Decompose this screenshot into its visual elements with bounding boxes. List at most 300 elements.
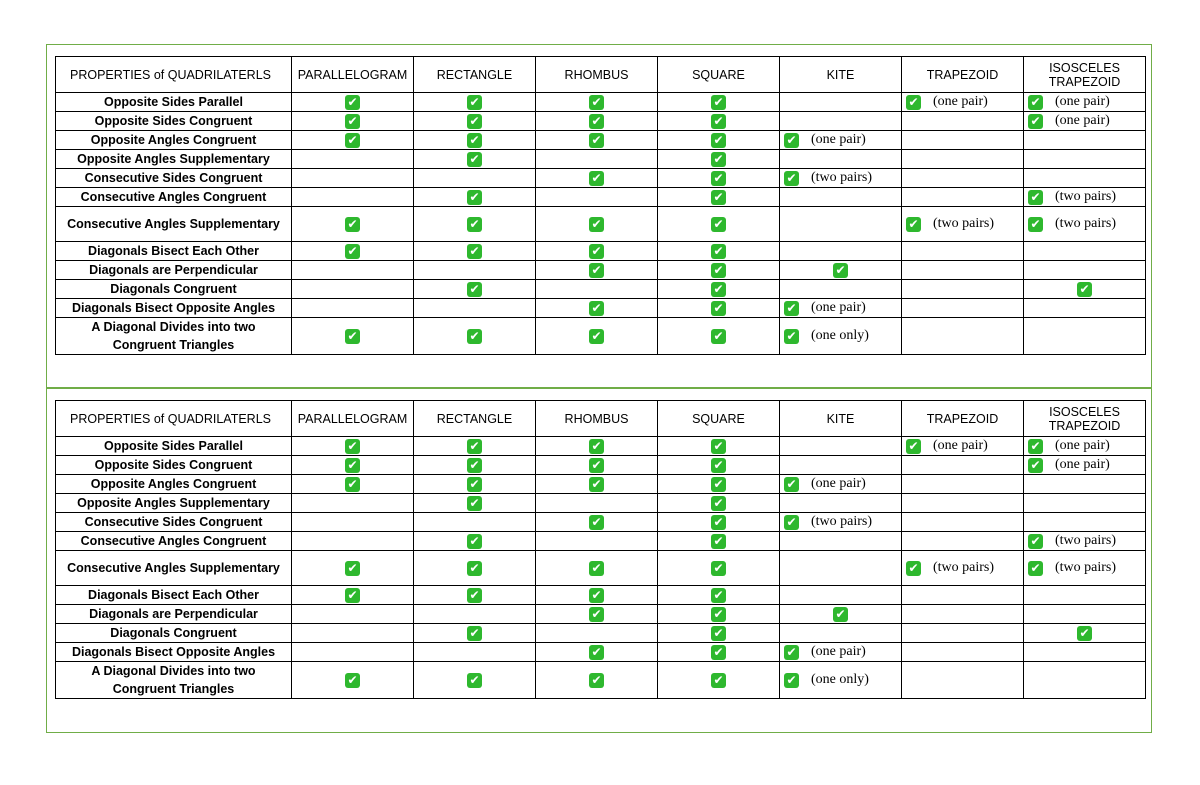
property-label: Diagonals are Perpendicular: [56, 605, 292, 624]
check-mark-icon: ✔: [906, 439, 921, 454]
table-cell: [536, 150, 658, 169]
table-cell: [780, 318, 902, 355]
table-cell: [902, 280, 1024, 299]
header-isosceles-trapezoid: ISOSCELES TRAPEZOID: [1024, 57, 1146, 93]
check-mark-icon: ✔: [467, 458, 482, 473]
check-mark-icon: ✔: [1028, 458, 1043, 473]
table-cell: [292, 551, 414, 586]
property-label: Diagonals Bisect Each Other: [56, 586, 292, 605]
table-cell: [902, 318, 1024, 355]
header-square: SQUARE: [658, 401, 780, 437]
table-cell: [902, 475, 1024, 494]
table-cell: [658, 643, 780, 662]
table-row: [56, 624, 1146, 643]
table-cell: [780, 299, 902, 318]
table-cell: [414, 299, 536, 318]
table-cell: [414, 605, 536, 624]
check-mark-icon: ✔: [784, 329, 799, 344]
property-label: Consecutive Sides Congruent: [56, 169, 292, 188]
table-cell: [1024, 605, 1146, 624]
table-cell: [292, 605, 414, 624]
property-label: Diagonals Bisect Each Other: [56, 242, 292, 261]
check-mark-icon: ✔: [345, 673, 360, 688]
check-mark-icon: ✔: [345, 561, 360, 576]
check-mark-icon: ✔: [589, 329, 604, 344]
table-cell: [780, 532, 902, 551]
table-cell: [658, 532, 780, 551]
table-cell: [658, 112, 780, 131]
table-cell: [536, 131, 658, 150]
header-rectangle: RECTANGLE: [414, 57, 536, 93]
check-mark-icon: ✔: [345, 244, 360, 259]
table-cell: [780, 150, 902, 169]
check-mark-icon: ✔: [589, 477, 604, 492]
table-cell: [902, 494, 1024, 513]
table-cell: [658, 280, 780, 299]
table-cell: [902, 93, 1024, 112]
check-mark-icon: ✔: [467, 329, 482, 344]
cell-note: (one only): [811, 328, 869, 343]
check-mark-icon: ✔: [589, 263, 604, 278]
table-cell: [292, 513, 414, 532]
table-cell: [536, 551, 658, 586]
check-mark-icon: ✔: [711, 244, 726, 259]
table-cell: [780, 475, 902, 494]
table-cell: [902, 188, 1024, 207]
table-cell: [414, 643, 536, 662]
check-mark-icon: ✔: [345, 458, 360, 473]
check-mark-icon: ✔: [467, 190, 482, 205]
property-label: A Diagonal Divides into two Congruent Triangles: [56, 318, 292, 355]
table-cell: [536, 475, 658, 494]
table-cell: [780, 188, 902, 207]
table-cell: [292, 150, 414, 169]
table-cell: [658, 624, 780, 643]
check-mark-icon: ✔: [589, 561, 604, 576]
table-cell: [902, 242, 1024, 261]
table-cell: [658, 242, 780, 261]
table-cell: [780, 494, 902, 513]
table-frame-1: [46, 44, 1152, 389]
table-cell: [414, 586, 536, 605]
table-cell: [780, 643, 902, 662]
check-mark-icon: ✔: [784, 133, 799, 148]
cell-note: (one pair): [1055, 94, 1110, 109]
check-mark-icon: ✔: [467, 95, 482, 110]
cell-note: (two pairs): [933, 560, 995, 575]
check-mark-icon: ✔: [345, 588, 360, 603]
table-cell: [658, 513, 780, 532]
header-trapezoid: TRAPEZOID: [902, 57, 1024, 93]
check-mark-icon: ✔: [784, 171, 799, 186]
check-mark-icon: ✔: [1028, 439, 1043, 454]
check-mark-icon: ✔: [711, 458, 726, 473]
property-label: Consecutive Angles Supplementary: [56, 551, 292, 586]
property-label: Diagonals Bisect Opposite Angles: [56, 643, 292, 662]
property-label: Diagonals Congruent: [56, 280, 292, 299]
property-label: Consecutive Angles Congruent: [56, 532, 292, 551]
table-cell: [414, 437, 536, 456]
check-mark-icon: ✔: [784, 515, 799, 530]
table-row: [56, 280, 1146, 299]
property-label: Opposite Sides Parallel: [56, 93, 292, 112]
table-cell: [902, 513, 1024, 532]
check-mark-icon: ✔: [467, 114, 482, 129]
table-cell: [780, 513, 902, 532]
cell-note: (one pair): [811, 300, 866, 315]
table-cell: [902, 532, 1024, 551]
table-row: [56, 93, 1146, 112]
table-cell: [902, 662, 1024, 699]
table-cell: [1024, 112, 1146, 131]
check-mark-icon: ✔: [345, 477, 360, 492]
header-rhombus: RHOMBUS: [536, 57, 658, 93]
table-cell: [414, 207, 536, 242]
property-label: Diagonals are Perpendicular: [56, 261, 292, 280]
property-label: Opposite Angles Supplementary: [56, 150, 292, 169]
check-mark-icon: ✔: [711, 114, 726, 129]
table-cell: [902, 437, 1024, 456]
table-cell: [780, 131, 902, 150]
table-cell: [536, 280, 658, 299]
cell-note: (one pair): [933, 438, 988, 453]
table-cell: [780, 456, 902, 475]
table-cell: [536, 169, 658, 188]
property-label: Diagonals Bisect Opposite Angles: [56, 299, 292, 318]
header-row: [56, 401, 1146, 437]
table-cell: [902, 643, 1024, 662]
table-cell: [658, 318, 780, 355]
table-cell: [902, 131, 1024, 150]
header-trapezoid: TRAPEZOID: [902, 401, 1024, 437]
table-cell: [414, 280, 536, 299]
check-mark-icon: ✔: [1028, 217, 1043, 232]
table-cell: [1024, 131, 1146, 150]
table-cell: [658, 437, 780, 456]
check-mark-icon: ✔: [467, 152, 482, 167]
table-cell: [1024, 437, 1146, 456]
header-parallelogram: PARALLELOGRAM: [292, 401, 414, 437]
check-mark-icon: ✔: [833, 263, 848, 278]
table-cell: [780, 261, 902, 280]
cell-note: (one pair): [1055, 457, 1110, 472]
table-row: [56, 131, 1146, 150]
table-cell: [1024, 456, 1146, 475]
cell-note: (two pairs): [1055, 216, 1117, 231]
check-mark-icon: ✔: [711, 133, 726, 148]
table-cell: [414, 662, 536, 699]
check-mark-icon: ✔: [711, 588, 726, 603]
cell-note: (one pair): [811, 644, 866, 659]
check-mark-icon: ✔: [711, 95, 726, 110]
table-cell: [292, 475, 414, 494]
cell-note: (two pairs): [1055, 533, 1117, 548]
table-cell: [780, 93, 902, 112]
check-mark-icon: ✔: [589, 114, 604, 129]
table-cell: [780, 169, 902, 188]
check-mark-icon: ✔: [589, 607, 604, 622]
check-mark-icon: ✔: [467, 244, 482, 259]
table-cell: [1024, 188, 1146, 207]
table-cell: [902, 624, 1024, 643]
table-cell: [536, 586, 658, 605]
table-row: [56, 475, 1146, 494]
check-mark-icon: ✔: [589, 439, 604, 454]
check-mark-icon: ✔: [345, 95, 360, 110]
properties-table: [55, 56, 1146, 355]
table-cell: [780, 662, 902, 699]
table-cell: [1024, 280, 1146, 299]
cell-note: (one pair): [1055, 438, 1110, 453]
table-row: [56, 456, 1146, 475]
table-cell: [1024, 318, 1146, 355]
check-mark-icon: ✔: [711, 645, 726, 660]
table-cell: [1024, 551, 1146, 586]
table-cell: [536, 456, 658, 475]
check-mark-icon: ✔: [1028, 561, 1043, 576]
cell-note: (two pairs): [1055, 189, 1117, 204]
check-mark-icon: ✔: [1028, 534, 1043, 549]
property-label: Consecutive Sides Congruent: [56, 513, 292, 532]
table-cell: [1024, 242, 1146, 261]
check-mark-icon: ✔: [711, 496, 726, 511]
table-row: [56, 318, 1146, 355]
table-cell: [292, 93, 414, 112]
table-cell: [1024, 513, 1146, 532]
table-cell: [902, 169, 1024, 188]
check-mark-icon: ✔: [345, 217, 360, 232]
table-cell: [414, 150, 536, 169]
table-cell: [658, 93, 780, 112]
header-properties: PROPERTIES of QUADRILATERLS: [56, 57, 292, 93]
table-cell: [658, 131, 780, 150]
table-cell: [1024, 299, 1146, 318]
check-mark-icon: ✔: [589, 515, 604, 530]
table-cell: [658, 551, 780, 586]
check-mark-icon: ✔: [711, 152, 726, 167]
table-cell: [536, 662, 658, 699]
table-cell: [780, 605, 902, 624]
check-mark-icon: ✔: [589, 133, 604, 148]
cell-note: (two pairs): [811, 170, 873, 185]
table-cell: [1024, 261, 1146, 280]
table-cell: [292, 169, 414, 188]
header-kite: KITE: [780, 57, 902, 93]
table-cell: [536, 494, 658, 513]
header-square: SQUARE: [658, 57, 780, 93]
table-row: [56, 532, 1146, 551]
check-mark-icon: ✔: [711, 329, 726, 344]
table-cell: [536, 261, 658, 280]
cell-note: (two pairs): [933, 216, 995, 231]
table-cell: [414, 242, 536, 261]
cell-note: (two pairs): [1055, 560, 1117, 575]
table-cell: [902, 605, 1024, 624]
header-isosceles-trapezoid: ISOSCELES TRAPEZOID: [1024, 401, 1146, 437]
table-cell: [414, 475, 536, 494]
table-row: [56, 150, 1146, 169]
table-cell: [1024, 169, 1146, 188]
property-label: Opposite Angles Congruent: [56, 475, 292, 494]
table-cell: [536, 93, 658, 112]
check-mark-icon: ✔: [784, 301, 799, 316]
property-label: Opposite Sides Congruent: [56, 112, 292, 131]
table-cell: [292, 207, 414, 242]
table-row: [56, 605, 1146, 624]
table-cell: [292, 280, 414, 299]
table-cell: [902, 207, 1024, 242]
table-cell: [414, 112, 536, 131]
check-mark-icon: ✔: [589, 301, 604, 316]
header-row: [56, 57, 1146, 93]
table-cell: [902, 112, 1024, 131]
table-cell: [1024, 93, 1146, 112]
check-mark-icon: ✔: [467, 477, 482, 492]
header-rhombus: RHOMBUS: [536, 401, 658, 437]
table-cell: [536, 605, 658, 624]
check-mark-icon: ✔: [906, 95, 921, 110]
table-cell: [658, 150, 780, 169]
property-label: Consecutive Angles Congruent: [56, 188, 292, 207]
table-cell: [658, 261, 780, 280]
table-cell: [902, 586, 1024, 605]
table-cell: [414, 624, 536, 643]
table-cell: [658, 456, 780, 475]
table-cell: [292, 532, 414, 551]
table-cell: [292, 643, 414, 662]
cell-note: (one pair): [933, 94, 988, 109]
table-cell: [536, 513, 658, 532]
check-mark-icon: ✔: [467, 534, 482, 549]
table-cell: [780, 112, 902, 131]
check-mark-icon: ✔: [1077, 626, 1092, 641]
header-properties: PROPERTIES of QUADRILATERLS: [56, 401, 292, 437]
table-cell: [780, 280, 902, 299]
table-cell: [658, 586, 780, 605]
cell-note: (one pair): [811, 132, 866, 147]
table-row: [56, 207, 1146, 242]
table-cell: [658, 662, 780, 699]
check-mark-icon: ✔: [711, 439, 726, 454]
table-row: [56, 437, 1146, 456]
table-cell: [536, 643, 658, 662]
check-mark-icon: ✔: [589, 673, 604, 688]
table-cell: [292, 131, 414, 150]
table-cell: [292, 586, 414, 605]
properties-table: [55, 400, 1146, 699]
check-mark-icon: ✔: [467, 439, 482, 454]
check-mark-icon: ✔: [589, 588, 604, 603]
table-row: [56, 261, 1146, 280]
header-parallelogram: PARALLELOGRAM: [292, 57, 414, 93]
table-cell: [658, 299, 780, 318]
table-cell: [658, 207, 780, 242]
table-cell: [1024, 475, 1146, 494]
table-cell: [902, 261, 1024, 280]
table-row: [56, 112, 1146, 131]
property-label: A Diagonal Divides into two Congruent Triangles: [56, 662, 292, 699]
check-mark-icon: ✔: [467, 282, 482, 297]
table-cell: [414, 532, 536, 551]
table-row: [56, 662, 1146, 699]
cell-note: (one pair): [811, 476, 866, 491]
table-cell: [414, 261, 536, 280]
check-mark-icon: ✔: [589, 645, 604, 660]
check-mark-icon: ✔: [711, 282, 726, 297]
table-cell: [780, 207, 902, 242]
table-cell: [414, 551, 536, 586]
table-cell: [658, 169, 780, 188]
table-cell: [658, 475, 780, 494]
table-cell: [414, 93, 536, 112]
check-mark-icon: ✔: [711, 673, 726, 688]
table-cell: [292, 188, 414, 207]
check-mark-icon: ✔: [833, 607, 848, 622]
property-label: Opposite Angles Congruent: [56, 131, 292, 150]
table-cell: [1024, 662, 1146, 699]
table-cell: [414, 456, 536, 475]
table-cell: [536, 299, 658, 318]
table-cell: [414, 513, 536, 532]
check-mark-icon: ✔: [467, 588, 482, 603]
table-row: [56, 513, 1146, 532]
table-row: [56, 551, 1146, 586]
check-mark-icon: ✔: [589, 171, 604, 186]
table-row: [56, 242, 1146, 261]
cell-note: (one pair): [1055, 113, 1110, 128]
check-mark-icon: ✔: [1028, 95, 1043, 110]
table-cell: [536, 437, 658, 456]
property-label: Diagonals Congruent: [56, 624, 292, 643]
cell-note: (two pairs): [811, 514, 873, 529]
table-cell: [292, 494, 414, 513]
check-mark-icon: ✔: [906, 561, 921, 576]
table-cell: [780, 551, 902, 586]
table-cell: [292, 318, 414, 355]
check-mark-icon: ✔: [345, 133, 360, 148]
check-mark-icon: ✔: [467, 561, 482, 576]
property-label: Opposite Sides Congruent: [56, 456, 292, 475]
check-mark-icon: ✔: [589, 217, 604, 232]
header-kite: KITE: [780, 401, 902, 437]
table-cell: [1024, 643, 1146, 662]
check-mark-icon: ✔: [467, 217, 482, 232]
table-row: [56, 188, 1146, 207]
check-mark-icon: ✔: [467, 133, 482, 148]
table-cell: [780, 586, 902, 605]
table-cell: [536, 242, 658, 261]
check-mark-icon: ✔: [467, 626, 482, 641]
table-cell: [902, 299, 1024, 318]
table-cell: [780, 242, 902, 261]
table-cell: [414, 169, 536, 188]
check-mark-icon: ✔: [711, 515, 726, 530]
check-mark-icon: ✔: [784, 673, 799, 688]
check-mark-icon: ✔: [1028, 114, 1043, 129]
check-mark-icon: ✔: [711, 626, 726, 641]
check-mark-icon: ✔: [906, 217, 921, 232]
table-cell: [1024, 150, 1146, 169]
table-cell: [902, 456, 1024, 475]
check-mark-icon: ✔: [711, 190, 726, 205]
table-cell: [536, 624, 658, 643]
check-mark-icon: ✔: [589, 95, 604, 110]
check-mark-icon: ✔: [345, 439, 360, 454]
check-mark-icon: ✔: [467, 673, 482, 688]
check-mark-icon: ✔: [711, 301, 726, 316]
check-mark-icon: ✔: [711, 263, 726, 278]
check-mark-icon: ✔: [345, 329, 360, 344]
